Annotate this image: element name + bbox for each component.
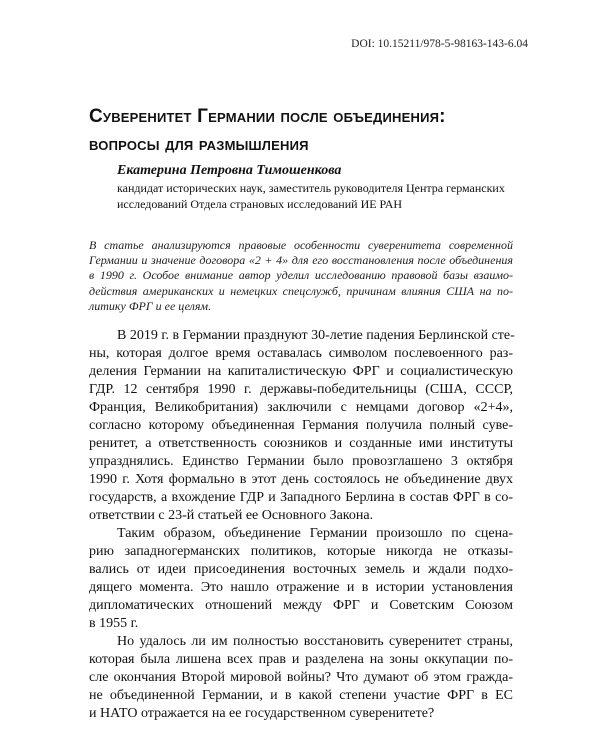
body-paragraph-1 [89, 327, 513, 525]
body-line: в 1955 г. [89, 616, 139, 631]
article-title-line-2: вопросы для размышления [89, 134, 309, 155]
body-line: не объединенной Германии, и в какой степени участие ФРГ в ЕС [89, 688, 513, 703]
abstract-line: в 1990 г. Особое внимание автор уделил исследованию правовой базы взаимо- [89, 268, 513, 283]
body-line: сле окончания Второй мировой войны? Что думают об этом гражда- [89, 670, 513, 685]
article-title-line-1: Суверенитет Германии после объединения: [89, 106, 446, 127]
author-block [117, 162, 537, 212]
body-paragraph-3 [89, 633, 513, 723]
article-title [89, 103, 529, 159]
body-line: дипломатических отношений между ФРГ и Советским Союзом [89, 598, 513, 613]
body-line: согласно которому объединенная Германия получила полный суве- [89, 418, 513, 433]
abstract [89, 238, 513, 314]
body-line: дящего момента. Это нашло отражение и в истории установления [89, 580, 513, 595]
abstract-line: Германии и значение договора «2 + 4» для его восстановления после объединения [89, 253, 513, 268]
body-line: ны, которая долгое время оставалась символом послевоенного раз- [89, 346, 513, 361]
abstract-line: литику ФРГ и ее целям. [89, 298, 212, 313]
body-line: вались от идеи присоединения восточных земель и ждали подхо- [89, 562, 513, 577]
doi-identifier: DOI: 10.15211/978-5-98163-143-6.04 [351, 38, 528, 50]
author-affiliation-line-2: исследований Отдела страновых исследований ИЕ РАН [117, 197, 403, 211]
author-name: Екатерина Петровна Тимошенкова [117, 163, 342, 178]
abstract-line: В статье анализируются правовые особенности суверенитета современной [89, 238, 513, 252]
body-line: Франция, Великобритания) заключили с немцами договор «2+4», [89, 400, 513, 415]
author-affiliation-line-1: кандидат исторических наук, заместитель руководителя Центра германских [117, 181, 505, 195]
body-line: В 2019 г. в Германии празднуют 30-летие падения Берлинской сте- [117, 328, 515, 343]
body-line: ГДР. 12 сентября 1990 г. державы-победительницы (США, СССР, [89, 382, 513, 397]
body-line: ренитет, а ответственность союзников и созданные ими институты [89, 436, 513, 451]
body-line: которая была лишена всех прав и разделена на зоны оккупации по- [89, 652, 513, 667]
body-line: 1990 г. Хотя формально в этот день состоялось не объединение двух [89, 472, 513, 487]
body-line: упразднялись. Единство Германии было провозглашено 3 октября [89, 454, 513, 469]
body-line: деления Германии на капиталистическую ФРГ и социалистическую [89, 364, 513, 379]
body-line: государств, а вхождение ГДР и Западного Берлина в состав ФРГ в со- [89, 490, 513, 505]
body-line: рию западногерманских политиков, которые никогда не отказы- [89, 544, 513, 559]
body-line: Таким образом, объединение Германии произошло по сцена- [117, 526, 513, 541]
abstract-line: действия американских и немецких спецслужб, причинам влияния США на по- [89, 283, 513, 298]
body-line: ответствии с 23-й статьей ее Основного Закона. [89, 508, 374, 523]
article-body [89, 327, 513, 723]
body-paragraph-2 [89, 525, 513, 633]
body-line: Но удалось ли им полностью восстановить суверенитет страны, [117, 634, 513, 649]
body-line: и НАТО отражается на ее государственном суверенитете? [89, 706, 435, 721]
